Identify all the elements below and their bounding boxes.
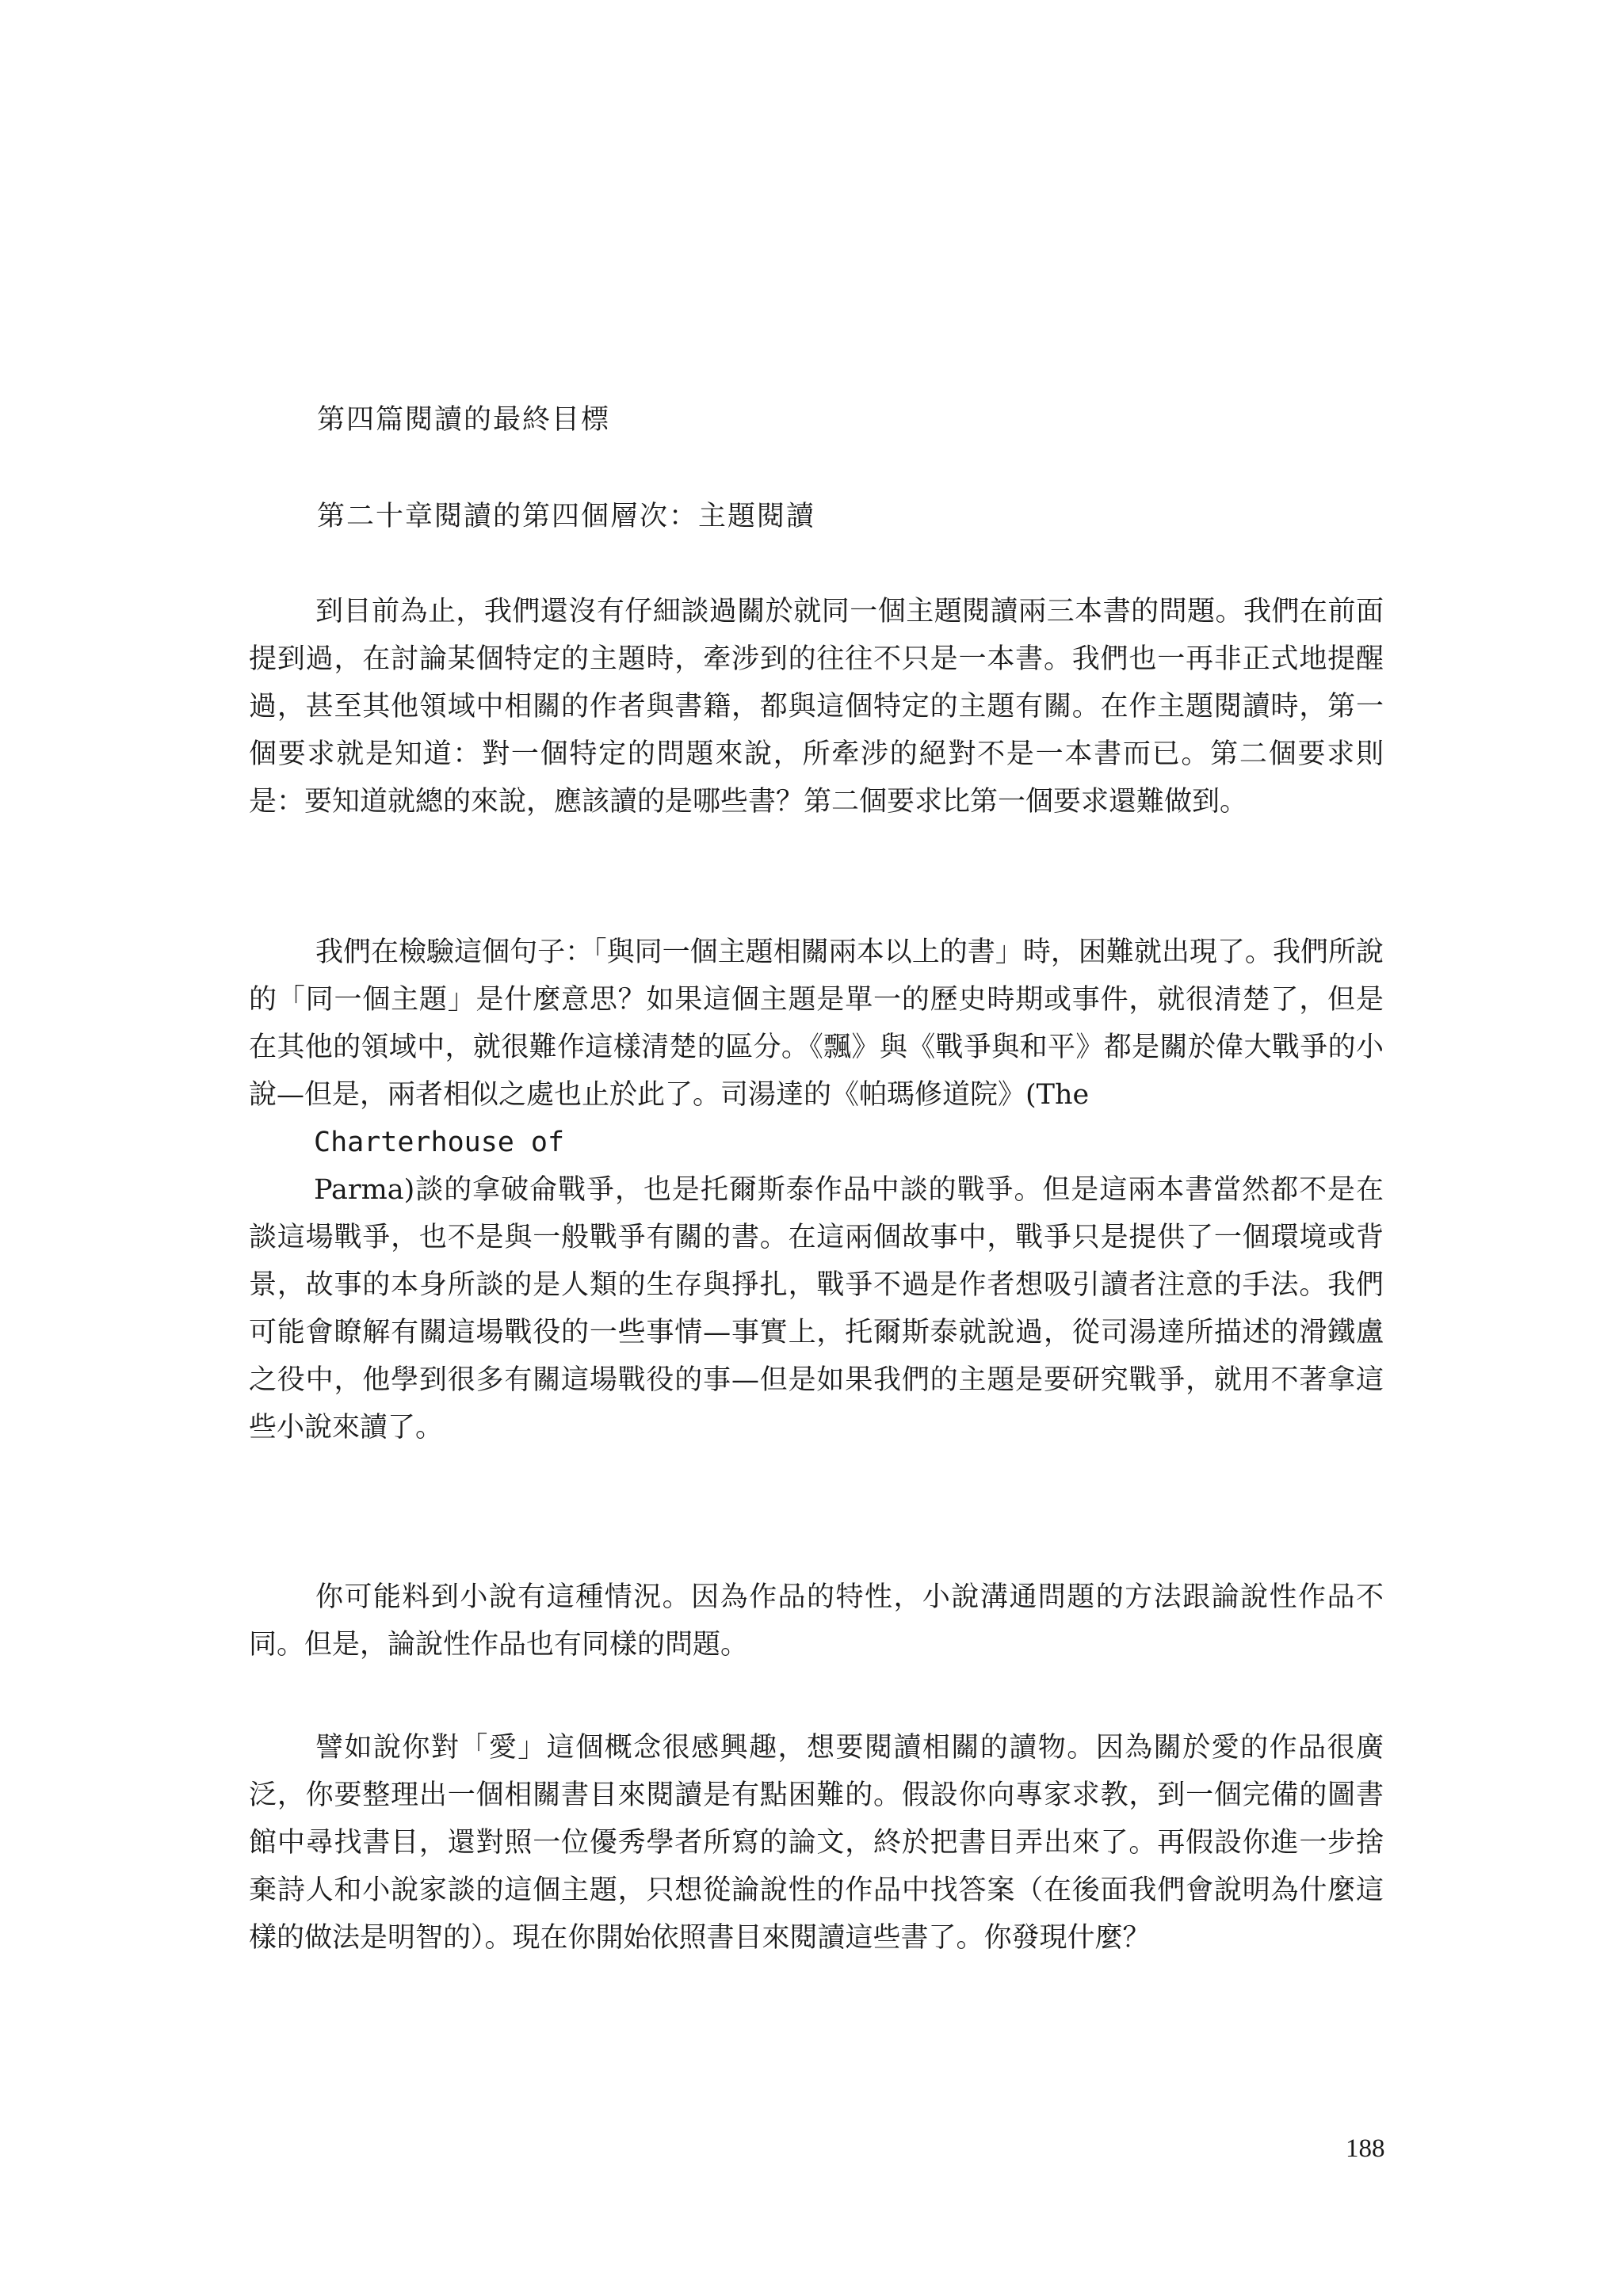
paragraph-4: 譬如說你對「愛」這個概念很感興趣，想要閱讀相關的讀物。因為關於愛的作品很廣泛，你要整理出一個相關書目來閱讀是有點困難的。假設你向專家求教，到一個完備的圖書館中尋找書目，還對照一位優秀學者所寫的論文，終於把書目弄出來了。再假設你進一步捨棄詩人和小說家談的這個主題，只想從論說性的作品中找答案（在後面我們會說明為什麼這樣的做法是明智的）。現在你開始依照書目來閱讀這些書了。你發現什麼？ xyxy=(249,1732,1384,1954)
paragraph-2-part-a: 我們在檢驗這個句子：「與同一個主題相關兩本以上的書」時，困難就出現了。我們所說的「同一個主題」是什麼意思？如果這個主題是單一的歷史時期或事件，就很清楚了，但是在其他的領域中，就很難作這樣清楚的區分。《飄》與《戰爭與和平》都是關於偉大戰爭的小說—但是，兩者相似之處也止於此了。司湯達的《帕瑪修道院》(The xyxy=(249,936,1384,1111)
page-number: 188 xyxy=(1346,2134,1385,2163)
paragraph-3: 你可能料到小說有這種情況。因為作品的特性，小說溝通問題的方法跟論說性作品不同。但是，論說性作品也有同樣的問題。 xyxy=(249,1581,1384,1661)
chapter-title: 第二十章閱讀的第四個層次：主題閱讀 xyxy=(317,501,816,532)
paragraph-2 xyxy=(249,929,1384,1451)
paragraph-2-part-c: Parma)談的拿破侖戰爭，也是托爾斯泰作品中談的戰爭。但是這兩本書當然都不是在談這場戰爭，也不是與一般戰爭有關的書。在這兩個故事中，戰爭只是提供了一個環境或背景，故事的本身所談的是人類的生存與掙扎，戰爭不過是作者想吸引讀者注意的手法。我們可能會瞭解有關這場戰役的一些事情—事實上，托爾斯泰就說過，從司湯達所描述的滑鐵盧之役中，他學到很多有關這場戰役的事—但是如果我們的主題是要研究戰爭，就用不著拿這些小說來讀了。 xyxy=(249,1174,1384,1444)
paragraph-2-part-b: Charterhouse of xyxy=(314,1127,565,1158)
paragraph-1: 到目前為止，我們還沒有仔細談過關於就同一個主題閱讀兩三本書的問題。我們在前面提到過，在討論某個特定的主題時，牽涉到的往往不只是一本書。我們也一再非正式地提醒過，甚至其他領域中相關的作者與書籍，都與這個特定的主題有關。在作主題閱讀時，第一個要求就是知道：對一個特定的問題來說，所牽涉的絕對不是一本書而已。第二個要求則是：要知道就總的來說，應該讀的是哪些書？第二個要求比第一個要求還難做到。 xyxy=(249,596,1384,818)
part-title: 第四篇閱讀的最終目標 xyxy=(317,404,611,436)
